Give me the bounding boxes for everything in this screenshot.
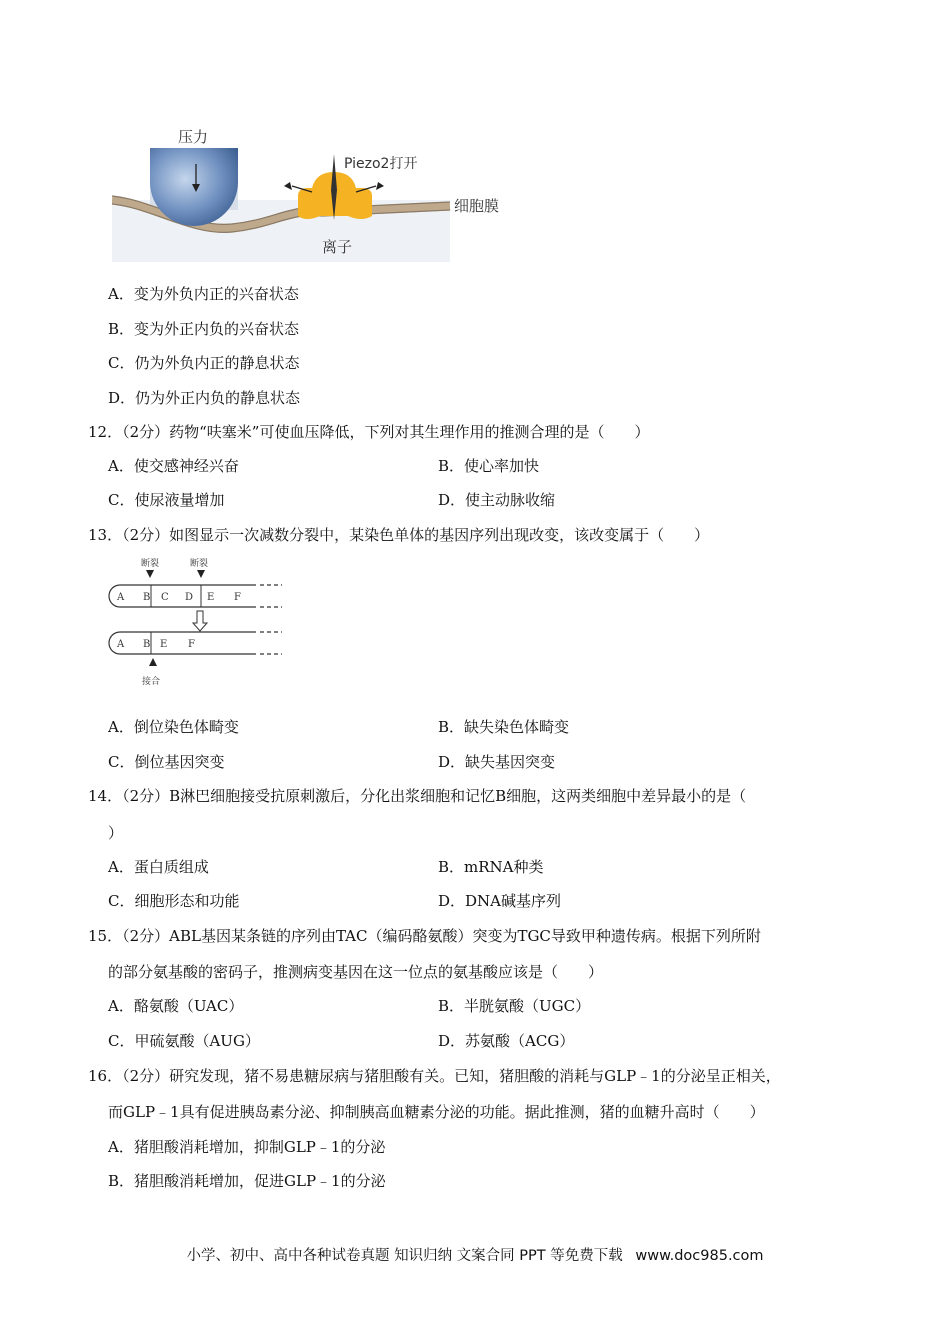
label-ion: 离子	[322, 238, 353, 256]
bottom-gene-e: E	[160, 639, 168, 650]
q11-option-b: B．变为外正内负的兴奋状态	[108, 320, 300, 338]
q15-option-c: C．甲硫氨酸（AUG）	[108, 1032, 260, 1050]
bottom-gene-b: B	[143, 639, 151, 650]
q16-stem-line1: 16．（2分）研究发现，猪不易患糖尿病与猪胆酸有关。已知，猪胆酸的消耗与GLP﹣1的分泌呈正相关，	[88, 1067, 781, 1085]
q15-option-d: D．苏氨酸（ACG）	[438, 1032, 575, 1050]
chromosome-figure	[108, 555, 288, 690]
q12-option-a: A．使交感神经兴奋	[108, 457, 239, 475]
q11-option-a: A．变为外负内正的兴奋状态	[108, 285, 299, 303]
q14-option-d: D．DNA碱基序列	[438, 892, 562, 910]
q15-option-b: B．半胱氨酸（UGC）	[438, 997, 591, 1015]
page-footer	[0, 1244, 950, 1265]
q15-stem-line1: 15．（2分）ABL基因某条链的序列由TAC（编码酪氨酸）突变为TGC导致甲种遗传病。根据下列所附	[88, 927, 761, 945]
q13-option-a: A．倒位染色体畸变	[108, 718, 239, 736]
q16-stem-line2: 而GLP﹣1具有促进胰岛素分泌、抑制胰高血糖素分泌的功能。据此推测，猪的血糖升高时（ ）	[108, 1103, 765, 1121]
down-arrow	[193, 611, 207, 631]
label-piezo2: Piezo2打开	[344, 156, 418, 172]
q13-option-c: C．倒位基因突变	[108, 753, 225, 771]
join-arrow	[149, 658, 157, 666]
q13-stem: 13．（2分）如图显示一次减数分裂中，某染色单体的基因序列出现改变，该改变属于（ ）	[88, 526, 710, 544]
top-gene-f: F	[234, 592, 241, 603]
q12-option-b: B．使心率加快	[438, 457, 540, 475]
q12-option-c: C．使尿液量增加	[108, 491, 225, 509]
q11-option-d: D．仍为外正内负的静息状态	[108, 389, 301, 407]
break-label-2: 断裂	[190, 559, 209, 569]
q12-stem: 12．（2分）药物“呋塞米”可使血压降低，下列对其生理作用的推测合理的是（ ）	[88, 423, 650, 441]
break-arrow-1	[146, 570, 154, 578]
bottom-gene-a: A	[117, 639, 125, 650]
label-pressure: 压力	[178, 128, 209, 146]
q15-stem-line2: 的部分氨基酸的密码子，推测病变基因在这一位点的氨基酸应该是（ ）	[108, 963, 604, 981]
top-gene-e: E	[207, 592, 215, 603]
break-label-1: 断裂	[141, 559, 160, 569]
piezo2-figure	[112, 120, 512, 265]
top-gene-b: B	[143, 592, 151, 603]
break-arrow-2	[197, 570, 205, 578]
q13-option-b: B．缺失染色体畸变	[438, 718, 570, 736]
footer-url[interactable]: www.doc985.com	[635, 1248, 764, 1264]
top-gene-d: D	[185, 592, 194, 603]
q16-option-a: A．猪胆酸消耗增加，抑制GLP﹣1的分泌	[108, 1138, 386, 1156]
q14-option-c: C．细胞形态和功能	[108, 892, 240, 910]
label-membrane: 细胞膜	[454, 197, 500, 215]
q15-option-a: A．酪氨酸（UAC）	[108, 997, 244, 1015]
q14-option-b: B．mRNA种类	[438, 858, 544, 876]
q14-option-a: A．蛋白质组成	[108, 858, 209, 876]
q12-option-d: D．使主动脉收缩	[438, 491, 556, 509]
footer-text: 小学、初中、高中各种试卷真题 知识归纳 文案合同 PPT 等免费下载	[186, 1248, 623, 1264]
join-label: 接合	[142, 677, 161, 687]
q14-stem-line2: ）	[108, 824, 124, 842]
top-gene-a: A	[117, 592, 125, 603]
q16-option-b: B．猪胆酸消耗增加，促进GLP﹣1的分泌	[108, 1172, 386, 1190]
bottom-chromosome	[109, 632, 256, 654]
top-gene-c: C	[161, 592, 169, 603]
q13-option-d: D．缺失基因突变	[438, 753, 556, 771]
q14-stem-line1: 14．（2分）B淋巴细胞接受抗原刺激后，分化出浆细胞和记忆B细胞，这两类细胞中差异最小的是（	[88, 787, 747, 805]
bottom-gene-f: F	[188, 639, 195, 650]
q11-option-c: C．仍为外负内正的静息状态	[108, 354, 300, 372]
